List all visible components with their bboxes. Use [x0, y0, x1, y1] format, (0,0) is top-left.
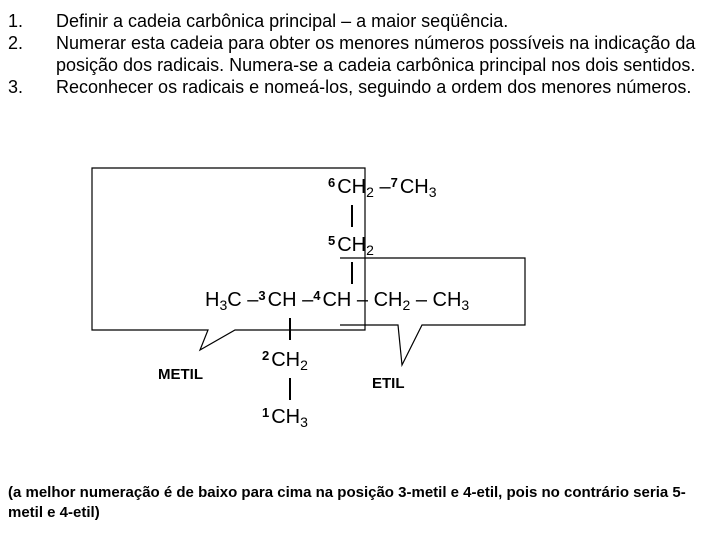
locant-2: 2: [262, 348, 270, 363]
step-number: 2.: [8, 33, 24, 53]
methyl-row-1: [262, 405, 308, 430]
bond-1-2: [289, 378, 291, 400]
step-number: 3.: [8, 77, 24, 97]
locant-3: 3: [258, 288, 266, 303]
locant-7: 7: [390, 175, 398, 190]
step-text: Reconhecer os radicais e nomeá-los, seguindo a ordem dos menores números.: [56, 77, 692, 97]
group-ch-4: CH: [322, 289, 352, 311]
locant-5: 5: [328, 233, 336, 248]
bond-4-5: [351, 262, 353, 284]
bond-6-7: –: [379, 176, 391, 198]
group-ch2-2: $CH_2$: [271, 349, 308, 373]
group-ch2-5: $CH_2$: [337, 234, 374, 258]
locant-6: 6: [328, 175, 336, 190]
main-chain-row: [205, 288, 469, 313]
ethyl-top-row: [328, 175, 437, 200]
explanation-note: (a melhor numeração é de baixo para cima na posição 3-metil e 4-etil, pois no contrário seria 5-metil e 4-etil): [8, 484, 686, 521]
bond-2-3: [289, 318, 291, 340]
step-text: Numerar esta cadeia para obter os menores números possíveis na indicação da posição dos radicais. Numera-se a cadeia carbônica principal nos dois sentidos.: [56, 33, 696, 75]
step-text: Definir a cadeia carbônica principal – a maior seqüência.: [56, 11, 509, 31]
step-number: 1.: [8, 11, 24, 31]
locant-1: 1: [262, 405, 270, 420]
etil-label: ETIL: [372, 375, 405, 392]
group-ch2-6: $CH_2$: [337, 176, 374, 200]
metil-callout-bubble: [92, 168, 365, 350]
methyl-row-2: [262, 348, 308, 373]
group-ch-3: CH: [267, 289, 297, 311]
ethyl-mid-row: [328, 233, 374, 258]
group-ch2-tail: – $CH_2$: [356, 289, 411, 313]
group-ch3-7: $CH_3$: [399, 176, 437, 200]
bond-h3c-3: –: [247, 289, 259, 311]
bond-3-4: –: [302, 289, 314, 311]
group-ch3-tail: – $CH_3$: [415, 289, 470, 313]
metil-label: METIL: [158, 366, 203, 383]
group-h3c: $H_3C$: [205, 289, 242, 313]
group-ch3-1: $CH_3$: [271, 406, 308, 430]
locant-4: 4: [313, 288, 321, 303]
bond-5-6: [351, 205, 353, 227]
